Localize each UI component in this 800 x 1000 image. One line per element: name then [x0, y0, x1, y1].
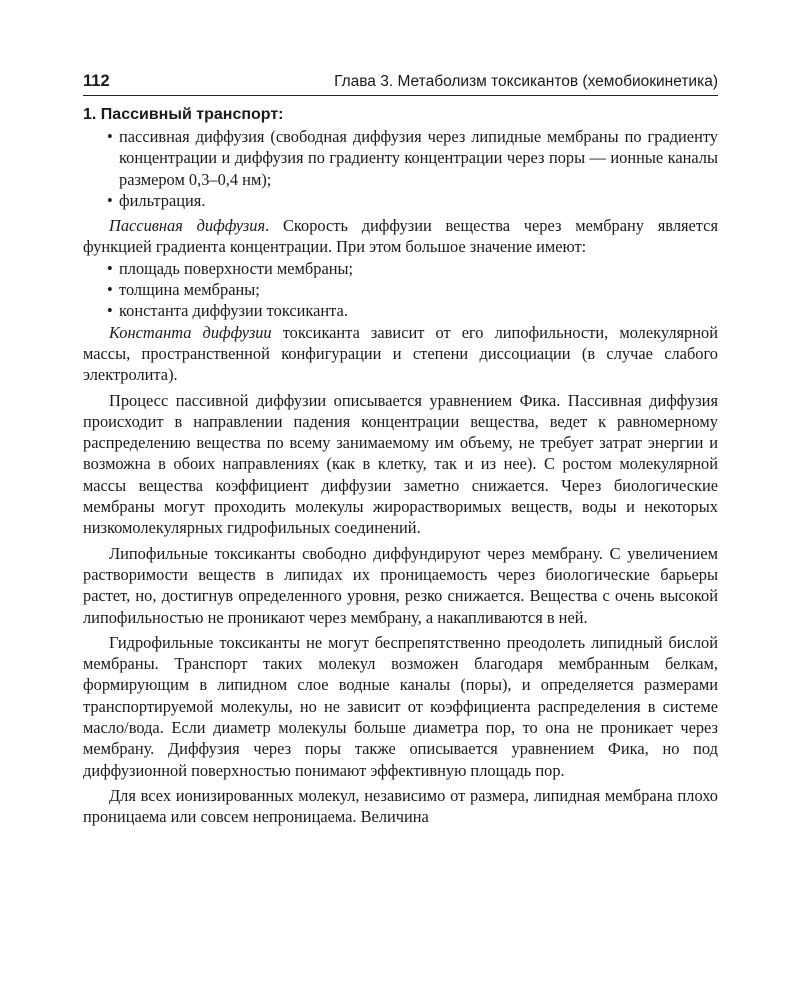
term-passive-diffusion: Пассивная диффузия — [109, 216, 266, 236]
paragraph-ionized: Для всех ионизированных молекул, независимо от размера, липидная мембрана плохо проницаема или совсем непроницаема. Величина — [83, 785, 718, 827]
chapter-title: Глава 3. Метаболизм токсикантов (хемобиокинетика) — [334, 73, 718, 90]
list-item: • фильтрация. — [107, 190, 718, 211]
list-item: • площадь поверхности мембраны; — [107, 258, 718, 279]
term-diffusion-constant: Константа диффузии — [109, 322, 272, 342]
paragraph-fick: Процесс пассивной диффузии описывается уравнением Фика. Пассивная диффузия происходит в направлении падения концентрации вещества, ведет к равномерному распределению вещества по всему занимаемому им объему, не требует затрат энергии и возможна в обоих направлениях (как в клетку, так и из нее). С ростом молекулярной массы вещества коэффициент диффузии заметно снижается. Через биологические мембраны могут проходить молекулы жирорастворимых веществ, воды и некоторых низкомолекулярных гидрофильных соединений. — [83, 390, 718, 538]
paragraph-hydrophilic: Гидрофильные токсиканты не могут беспрепятственно преодолеть липидный бислой мембраны. Транспорт таких молекул возможен благодаря мембранным белкам, формирующим в липидном слое водные каналы (поры), и определяется размерами транспортируемой молекулы, но не зависит от коэффициента распределения в системе масло/вода. Если диаметр молекулы больше диаметра пор, то она не проникает через мембрану. Диффузия через поры также описывается уравнением Фика, но под диффузионной поверхностью понимают эффективную площадь пор. — [83, 632, 718, 780]
paragraph-text: токсиканта зависит от его липофильности, молекулярной массы, пространственной конфигурации и степени диссоциации (в случае слабого электролита). — [83, 322, 718, 385]
paragraph-diffusion-constant — [83, 322, 718, 386]
book-page — [83, 72, 718, 828]
body-text — [83, 126, 718, 828]
factors-list — [83, 258, 718, 322]
list-item: • толщина мембраны; — [107, 279, 718, 300]
transport-types-list — [83, 126, 718, 211]
paragraph-lipophilic: Липофильные токсиканты свободно диффундируют через мембрану. С увеличением растворимости веществ в липидах их проницаемость через биологические барьеры растет, но, достигнув определенного уровня, резко снижается. Вещества с очень высокой липофильностью не проникают через мембрану, а накапливаются в ней. — [83, 543, 718, 627]
list-item: • пассивная диффузия (свободная диффузия через липидные мембраны по градиенту концентрации и диффузия по градиенту концентрации через поры — ионные каналы размером 0,3–0,4 нм); — [107, 126, 718, 190]
list-item: • константа диффузии токсиканта. — [107, 300, 718, 321]
paragraph-text: . Скорость диффузии вещества через мембрану является функцией градиента концентрации. При этом большое значение имеют: — [83, 216, 718, 257]
paragraph-passive-diffusion — [83, 215, 718, 258]
section-heading: 1. Пассивный транспорт: — [83, 106, 284, 123]
running-head — [83, 72, 718, 96]
page-number: 112 — [83, 72, 110, 90]
